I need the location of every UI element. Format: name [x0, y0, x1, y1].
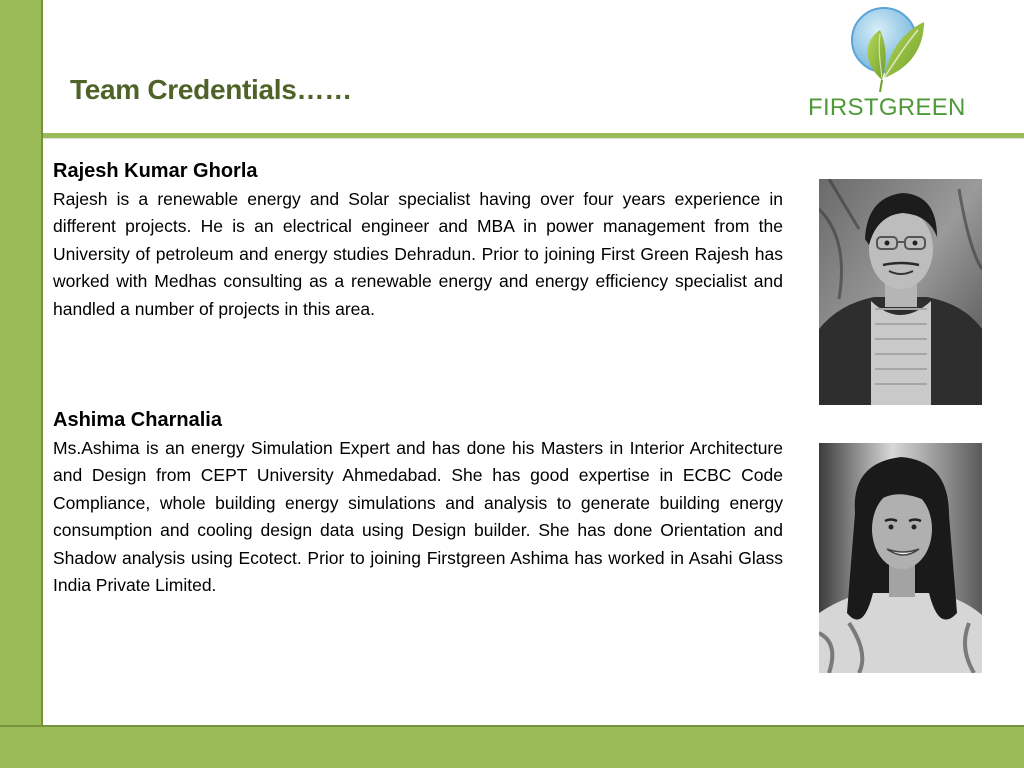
member-name: Ashima Charnalia	[53, 409, 222, 431]
photo-ashima	[819, 443, 982, 673]
logo-text: FIRSTGREEN	[808, 94, 966, 121]
member-name: Rajesh Kumar Ghorla	[53, 160, 258, 182]
header-divider	[43, 133, 1024, 138]
leaf-globe-icon	[844, 4, 928, 94]
team-member-rajesh	[53, 160, 783, 323]
firstgreen-logo	[808, 4, 966, 124]
member-bio: Ms.Ashima is an energy Simulation Expert and has done his Masters in Interior Architecture and Design from CEPT University Ahmedabad. She has good expertise in ECBC Code Compliance, whole building energy simulations and analysis to generate building energy consumption and cooling design data using Design builder. She has done Orientation and Shadow analysis using Ecotect. Prior to joining Firstgreen Ashima has worked in Asahi Glass India Private Limited.	[53, 438, 783, 596]
team-member-ashima	[53, 409, 783, 599]
photo-rajesh	[819, 179, 982, 405]
bottom-accent-bar	[0, 725, 1024, 768]
member-bio: Rajesh is a renewable energy and Solar specialist having over four years experience in different projects. He is an electrical engineer and MBA in power management from the University of petroleum and energy studies Dehradun. Prior to joining First Green Rajesh has worked with Medhas consulting as a renewable energy and energy efficiency specialist and handled a number of projects in this area.	[53, 189, 783, 319]
page-title: Team Credentials……	[70, 74, 352, 105]
left-accent-bar	[0, 0, 43, 725]
